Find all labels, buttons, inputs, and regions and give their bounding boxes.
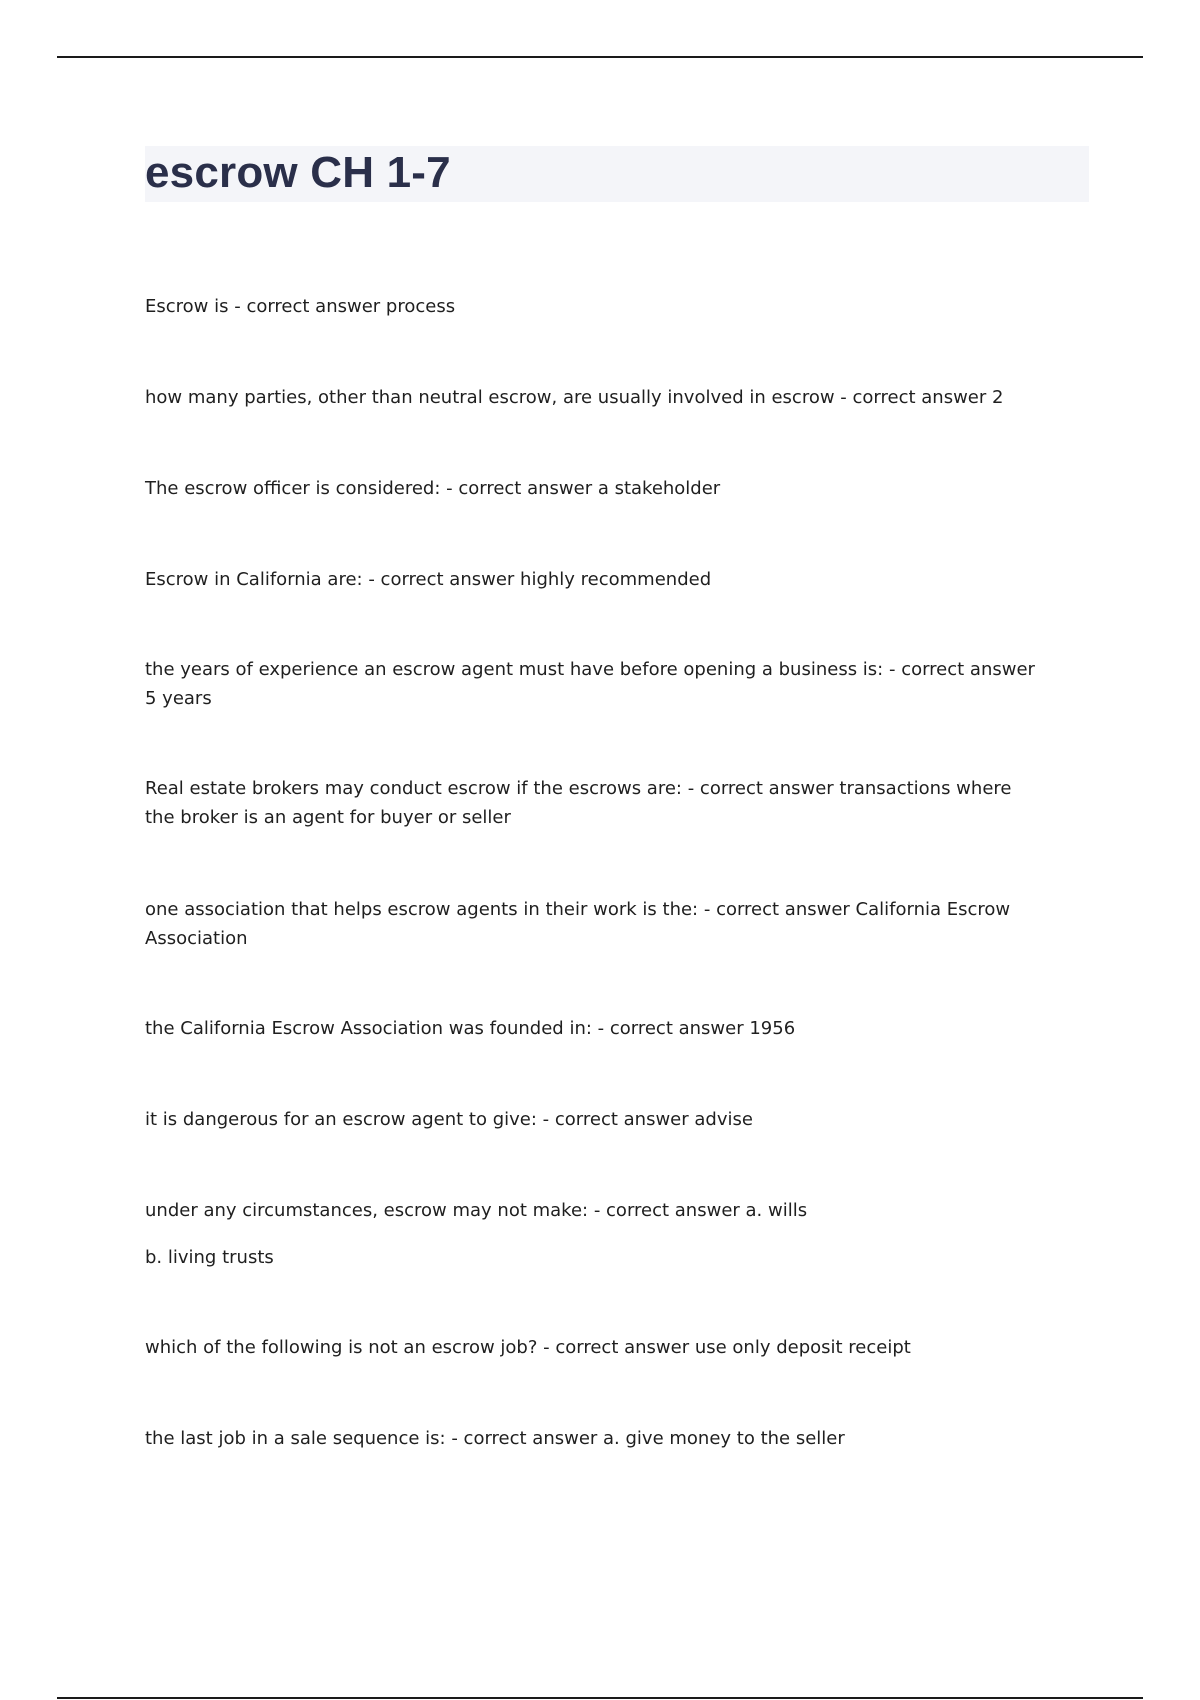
qa-item xyxy=(145,1424,1045,1453)
question-text: one association that helps escrow agents in their work is the: xyxy=(145,899,699,920)
answer-text: use only deposit receipt xyxy=(694,1337,911,1358)
answer-separator: - correct answer xyxy=(698,899,856,920)
qa-item xyxy=(145,655,1045,713)
answer-separator: - correct answer xyxy=(440,478,598,499)
page-title: escrow CH 1-7 xyxy=(145,148,451,197)
answer-text: California Escrow Association xyxy=(145,899,1011,949)
answer-text: 5 years xyxy=(145,688,212,709)
question-text: how many parties, other than neutral escrow, are usually involved in escrow xyxy=(145,387,835,408)
answer-text: 1956 xyxy=(749,1018,796,1039)
answer-text: 2 xyxy=(991,387,1004,408)
answer-text: transactions where the broker is an agent for buyer or seller xyxy=(145,778,1012,828)
answer-separator: - correct answer xyxy=(883,659,1035,680)
answer-text: highly recommended xyxy=(520,569,712,590)
answer-separator: - correct answer xyxy=(591,1018,750,1039)
qa-item xyxy=(145,292,1045,321)
question-text: Escrow in California are: xyxy=(145,569,363,590)
question-text: under any circumstances, escrow may not make: xyxy=(145,1200,589,1221)
qa-item xyxy=(145,1333,1045,1362)
answer-text: process xyxy=(385,296,456,317)
question-text: Real estate brokers may conduct escrow if the escrows are: xyxy=(145,778,682,799)
question-text: the last job in a sale sequence is: xyxy=(145,1428,446,1449)
answer-separator: - correct answer xyxy=(681,778,840,799)
answer-separator: - correct answer xyxy=(445,1428,604,1449)
question-text: the California Escrow Association was founded in: xyxy=(145,1018,592,1039)
qa-item xyxy=(145,1196,1045,1272)
answer-separator: - correct answer xyxy=(537,1337,695,1358)
question-text: the years of experience an escrow agent must have before opening a business is: xyxy=(145,659,884,680)
answer-separator: - correct answer xyxy=(362,569,521,590)
answer-text-line2: b. living trusts xyxy=(145,1247,274,1268)
answer-text: advise xyxy=(694,1109,753,1130)
qa-item xyxy=(145,774,1045,832)
question-text: it is dangerous for an escrow agent to give: xyxy=(145,1109,537,1130)
qa-item xyxy=(145,565,1045,594)
question-text: The escrow officer is considered: xyxy=(145,478,441,499)
question-text: Escrow is xyxy=(145,296,229,317)
answer-separator: - correct answer xyxy=(588,1200,746,1221)
answer-text: a. give money to the seller xyxy=(603,1428,845,1449)
bottom-rule xyxy=(57,1697,1143,1699)
qa-item xyxy=(145,474,1045,503)
answer-separator: - correct answer xyxy=(536,1109,695,1130)
answer-text: a. wills xyxy=(745,1200,808,1221)
qa-item xyxy=(145,383,1045,412)
answer-separator: - correct answer xyxy=(228,296,386,317)
qa-item xyxy=(145,895,1045,953)
answer-separator: - correct answer xyxy=(834,387,992,408)
qa-item xyxy=(145,1014,1045,1043)
top-rule xyxy=(57,56,1143,58)
question-text: which of the following is not an escrow job? xyxy=(145,1337,538,1358)
qa-item xyxy=(145,1105,1045,1134)
answer-text: a stakeholder xyxy=(597,478,721,499)
